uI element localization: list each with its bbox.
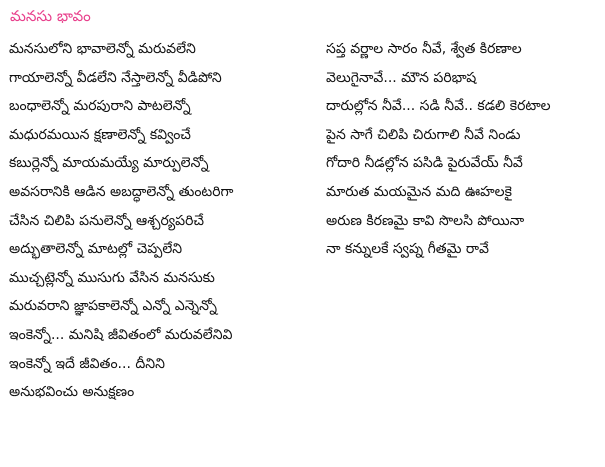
poem-line: సప్త వర్ణాల సారం నీవే, శ్వేత కిరణాల <box>326 41 522 57</box>
poem-left-column <box>9 40 324 412</box>
poem-line: అనుభవించు అనుక్షణం <box>9 384 135 401</box>
poem-right-column <box>326 40 602 269</box>
poem-line: మరువరాని జ్ఞాపకాలెన్నో ఎన్నో ఎన్నెన్నో <box>9 298 218 315</box>
poem-line: అద్భుతాలెన్నో మాటల్లో చెప్పలేని <box>9 241 183 258</box>
poem-line: మధురమయిన క్షణాలెన్నో కవ్వించే <box>9 126 191 143</box>
poem-line: ముచ్చట్లెన్నో ముసుగు వేసిన మనసుకు <box>9 269 215 286</box>
poem-line: ఇంకెన్నో... మనిషి జీవితంలో మరువలేనివి <box>9 326 233 343</box>
poem-line: కబుర్లెన్నో మాయమయ్యే మార్పులెన్నో <box>9 155 209 172</box>
poem-line: బంధాలెన్నో మరపురాని పాటలెన్నో <box>9 98 191 115</box>
poem-line: మనసులోని భావాలెన్నో మరువలేని <box>9 41 196 57</box>
poem-line: గోదారి నీడల్లోన పసిడి పైరువేయ్ నీవే <box>326 155 523 172</box>
poem-line: మారుత మయమైన మది ఊహలకై <box>326 183 512 200</box>
poem-line: పైన సాగే చిలిపి చిరుగాలి నీవే నిండు <box>326 126 521 143</box>
poem-line: ఇంకెన్నో ఇదే జీవితం... దీనిని <box>9 355 165 372</box>
poem-line: వెలుగైనావే... మౌన పరిభాష <box>326 69 477 86</box>
poem-line: చేసిన చిలిపి పనులెన్నో ఆశ్చర్యపరిచే <box>9 212 205 229</box>
poem-line: గాయాలెన్నో వీడలేని నేస్తాలెన్నో వీడిపోని <box>9 69 222 86</box>
poem-line: నా కన్నులకే స్వప్న గీతమై రావే <box>326 241 489 258</box>
poem-line: అరుణ కిరణమై కావి సొలసి పోయినా <box>326 212 525 229</box>
poem-line: అవసరానికి ఆడిన అబద్ధాలెన్నో తుంటరిగా <box>9 183 234 200</box>
poem-line: దారుల్లోన నీవే... సడి నీవే.. కడలి కెరటాల <box>326 98 551 115</box>
poem-title: మనసు భావం <box>10 7 91 25</box>
